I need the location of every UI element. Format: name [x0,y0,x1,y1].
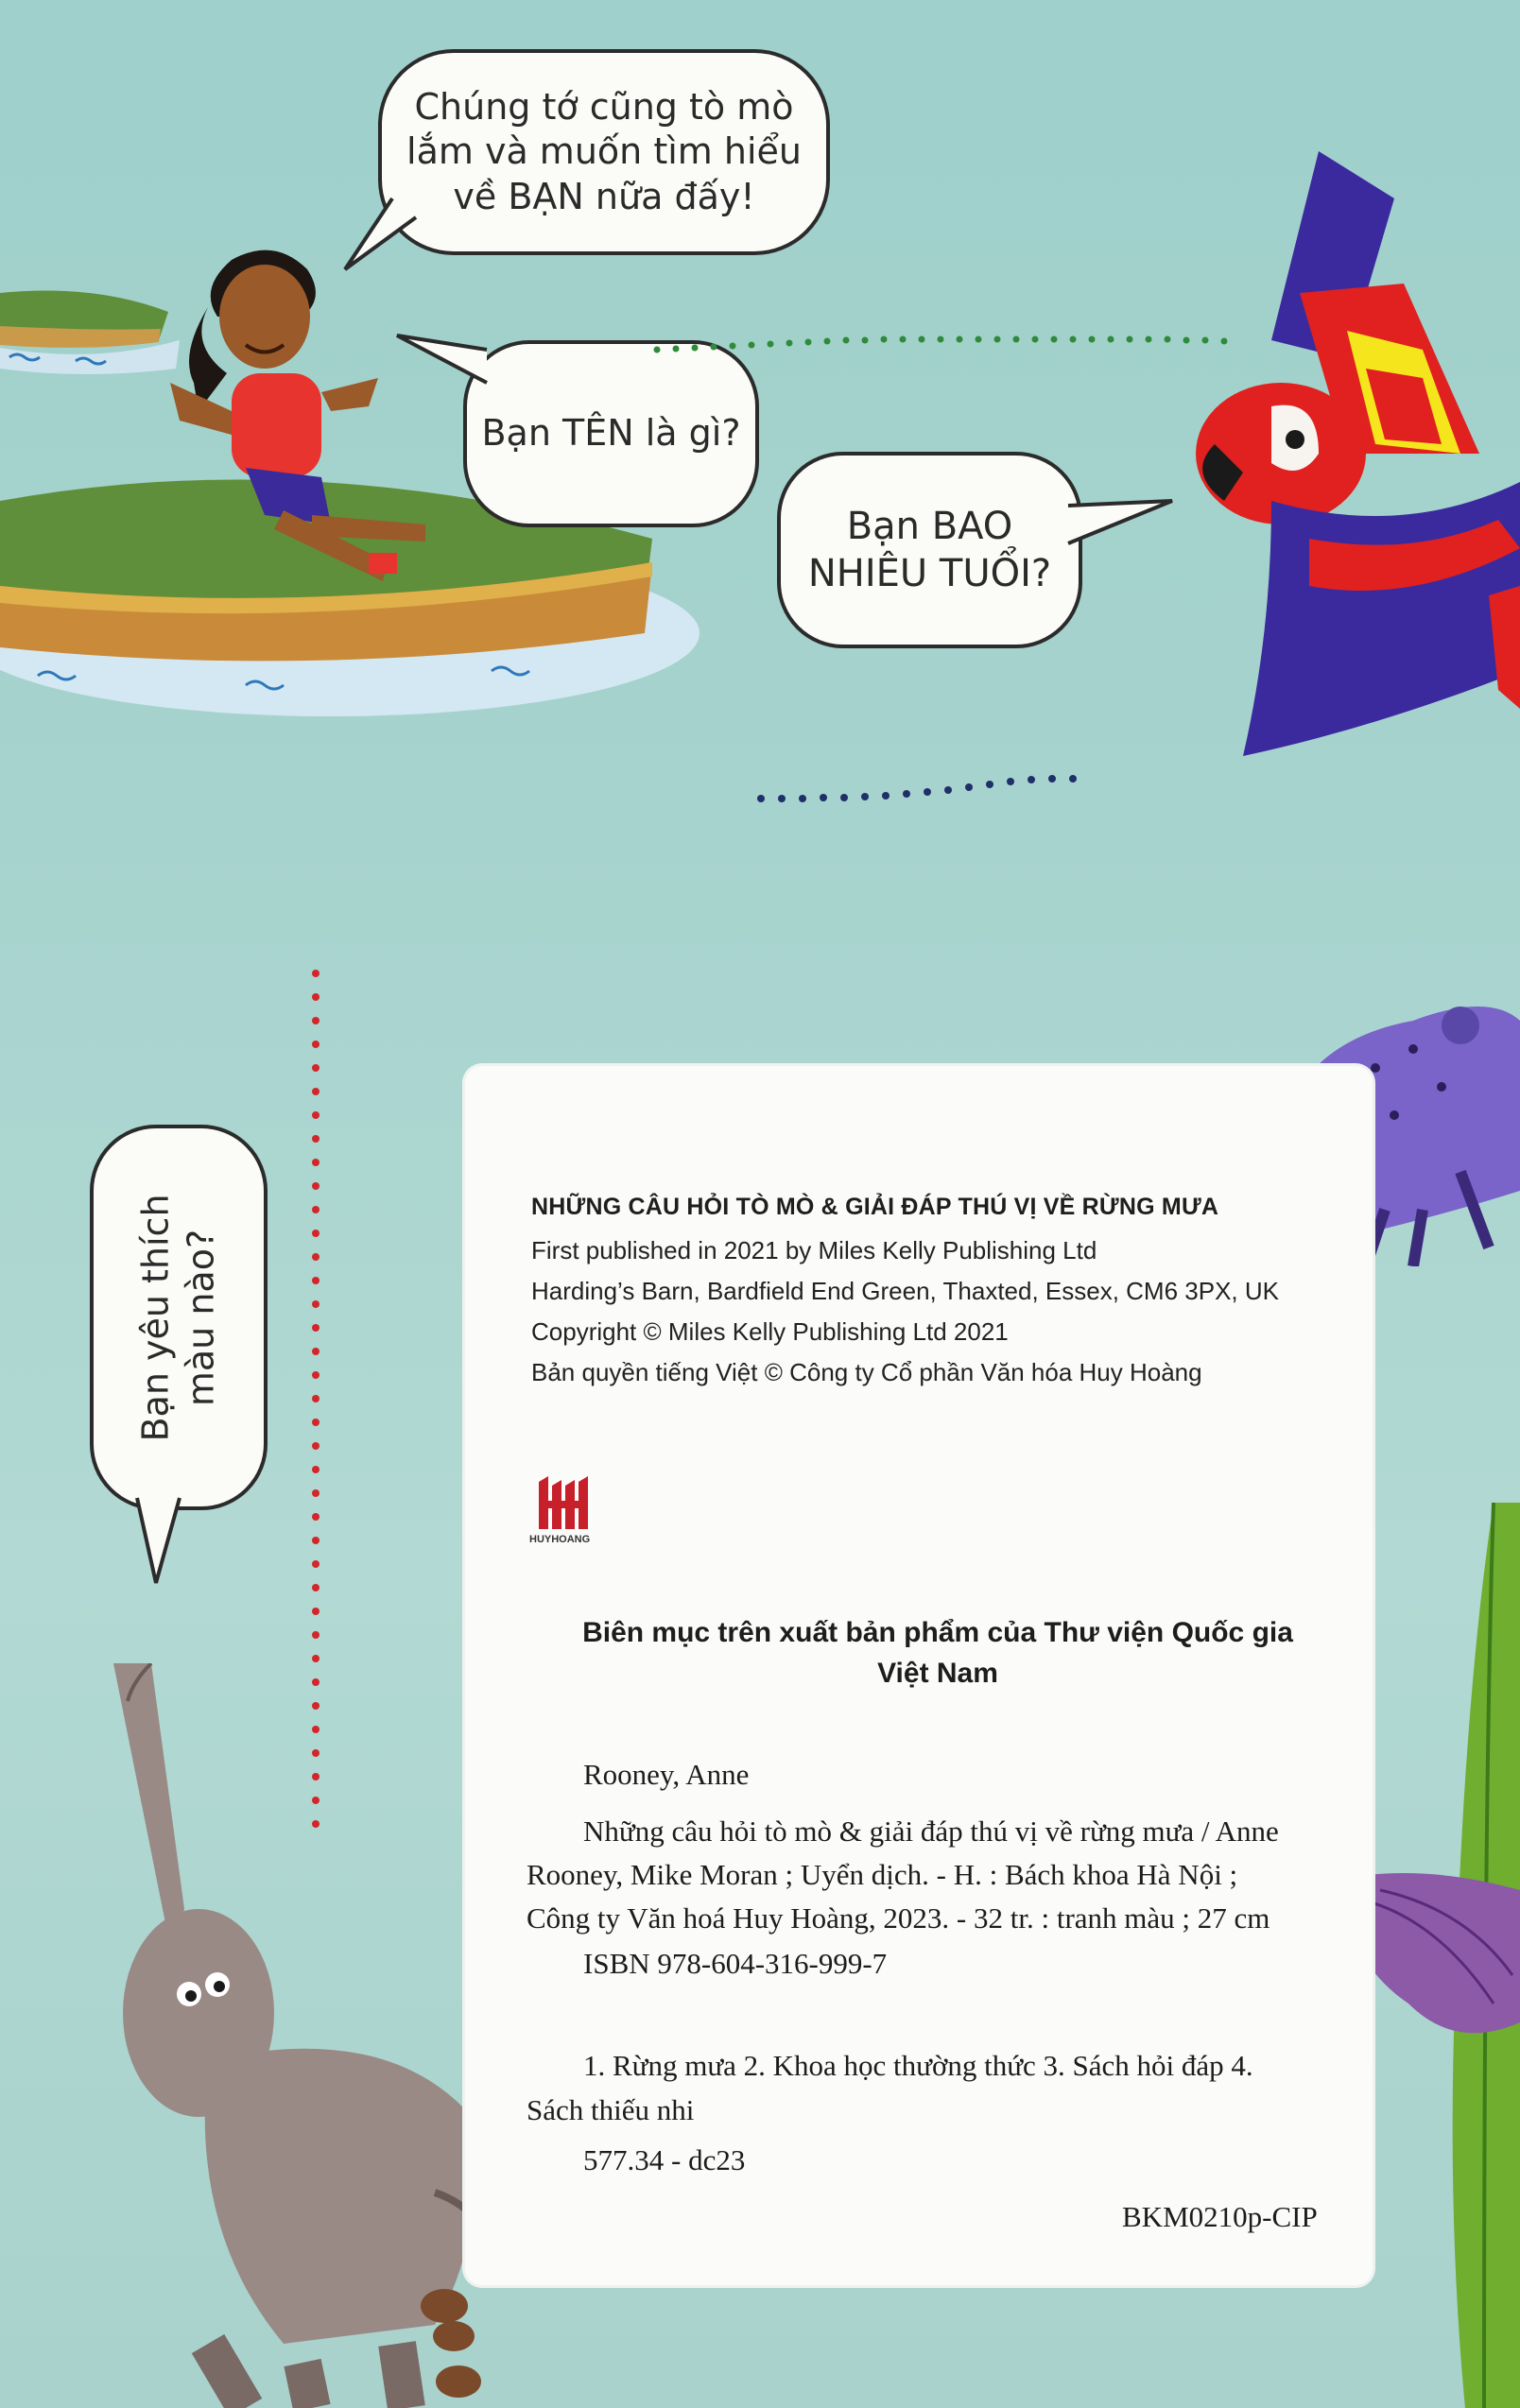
elephant-illustration [95,1663,529,2408]
imprint-card [465,1066,1373,2285]
cip-ddc: 577.34 - dc23 [583,2143,746,2176]
girl-bubble-line-1: Chúng tớ cũng tò mò [414,85,794,128]
cip-description-line-3: Công ty Văn hoá Huy Hoàng, 2023. - 32 tr. : tranh màu ; 27 cm [527,1901,1270,1935]
girl-bubble-tail [340,189,435,274]
girl-illustration [142,241,425,610]
huyhoang-logo [529,1472,605,1548]
cip-description-line-1: Những câu hỏi tò mò & giải đáp thú vị về rừng mưa / Anne [583,1815,1279,1848]
age-speech-bubble [777,452,1082,648]
name-bubble-tail [392,331,496,397]
girl-bubble-line-2: lắm và muốn tìm hiểu [406,130,802,173]
book-title: NHỮNG CÂU HỎI TÒ MÒ & GIẢI ĐÁP THÚ VỊ VỀ RỪNG MƯA [531,1194,1219,1220]
cip-subjects-line-1: 1. Rừng mưa 2. Khoa học thường thức 3. Sách hỏi đáp 4. [583,2049,1253,2082]
copyright-line: Copyright © Miles Kelly Publishing Ltd 2021 [531,1317,1009,1346]
age-bubble-line-1: Bạn BAO [846,505,1013,548]
girl-speech-bubble [378,49,830,255]
first-published-line: First published in 2021 by Miles Kelly Publishing Ltd [531,1236,1097,1264]
cip-subjects-line-2: Sách thiếu nhi [527,2093,695,2126]
address-line: Harding’s Barn, Bardfield End Green, Thaxted, Essex, CM6 3PX, UK [531,1277,1279,1305]
age-bubble-line-2: NHIÊU TUỔI? [807,552,1052,595]
cip-code: BKM0210p-CIP [1122,2200,1318,2233]
color-bubble-line-2: màu nào? [180,1229,222,1406]
cip-author: Rooney, Anne [583,1758,750,1791]
blue-dotted-line [756,770,1115,808]
name-bubble-text: Bạn TÊN là gì? [481,412,741,455]
color-bubble-line-1: Bạn yêu thích [134,1193,177,1442]
green-dotted-line [652,331,1238,359]
parrot-illustration [1158,142,1520,765]
huyhoang-logo-mark [529,1472,596,1531]
girl-bubble-line-3: về BẠN nữa đấy! [453,175,755,217]
cip-isbn: ISBN 978-604-316-999-7 [583,1947,888,1980]
cip-description-line-2: Rooney, Mike Moran ; Uyển dịch. - H. : Bách khoa Hà Nội ; [527,1858,1238,1891]
color-speech-bubble [90,1125,268,1510]
vietnamese-copyright-line: Bản quyền tiếng Việt © Công ty Cổ phần Văn hóa Huy Hoàng [531,1358,1202,1386]
cip-heading-line-2: Việt Nam [877,1658,998,1689]
huyhoang-logo-text: HUYHOANG [529,1534,591,1545]
name-speech-bubble [463,340,759,527]
cip-heading-line-1: Biên mục trên xuất bản phẩm của Thư viện Quốc gia [582,1617,1293,1648]
color-bubble-tail [132,1493,189,1588]
